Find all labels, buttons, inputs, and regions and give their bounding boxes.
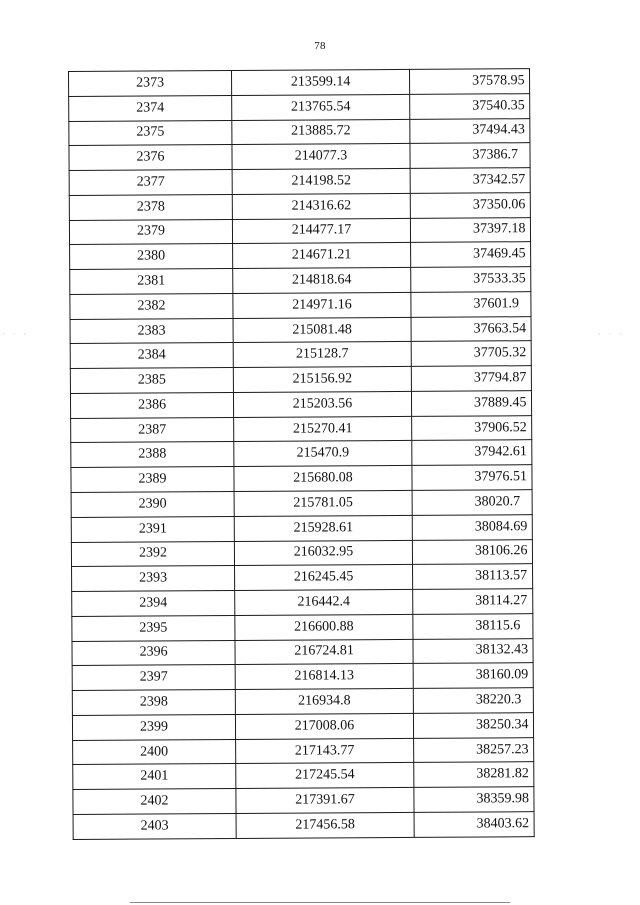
scan-artifact-dots-right: · · ·: [598, 330, 625, 339]
coordinate-table-body: [69, 69, 535, 840]
point-number-cell: 2382: [70, 293, 233, 319]
x-coordinate-cell: 214077.3: [232, 144, 410, 170]
y-coordinate-cell: 38115.6: [413, 614, 533, 639]
point-number-cell: 2398: [72, 690, 235, 716]
x-coordinate-cell: 217143.77: [236, 738, 414, 764]
y-coordinate-cell: 37663.54: [411, 316, 531, 341]
point-number-cell: 2390: [71, 492, 234, 518]
point-number-cell: 2381: [70, 269, 233, 295]
y-coordinate-cell: 37469.45: [411, 242, 531, 267]
x-coordinate-cell: 215081.48: [233, 317, 411, 343]
y-coordinate-cell: 38114.27: [413, 589, 533, 614]
point-number-cell: 2374: [69, 95, 232, 121]
table-row: [73, 762, 534, 790]
table-row: [72, 638, 533, 666]
bottom-scan-edge: [130, 902, 510, 903]
y-coordinate-cell: 37342.57: [410, 168, 530, 193]
x-coordinate-cell: 217008.06: [235, 713, 413, 739]
scan-artifact-dots-left: · · ·: [2, 330, 29, 339]
point-number-cell: 2403: [73, 813, 236, 839]
y-coordinate-cell: 37350.06: [410, 193, 530, 218]
y-coordinate-cell: 38106.26: [412, 539, 532, 564]
point-number-cell: 2388: [71, 442, 234, 468]
x-coordinate-cell: 217456.58: [236, 812, 414, 838]
point-number-cell: 2399: [72, 714, 235, 740]
table-row: [69, 69, 530, 97]
table-row: [70, 391, 531, 419]
x-coordinate-cell: 213765.54: [232, 94, 410, 120]
x-coordinate-cell: 216600.88: [235, 614, 413, 640]
point-number-cell: 2387: [71, 417, 234, 443]
y-coordinate-cell: 37889.45: [411, 391, 531, 416]
y-coordinate-cell: 38403.62: [414, 812, 534, 838]
y-coordinate-cell: 38020.7: [412, 490, 532, 515]
table-row: [71, 440, 532, 468]
table-row: [72, 713, 533, 741]
x-coordinate-cell: 213885.72: [232, 119, 410, 145]
x-coordinate-cell: 215270.41: [234, 416, 412, 442]
x-coordinate-cell: 215928.61: [234, 515, 412, 541]
point-number-cell: 2385: [70, 368, 233, 394]
point-number-cell: 2386: [70, 392, 233, 418]
point-number-cell: 2376: [69, 145, 232, 171]
y-coordinate-cell: 38160.09: [413, 663, 533, 688]
x-coordinate-cell: 216814.13: [235, 664, 413, 690]
y-coordinate-cell: 37976.51: [412, 465, 532, 490]
x-coordinate-cell: 215156.92: [233, 367, 411, 393]
point-number-cell: 2395: [72, 615, 235, 641]
table-row: [72, 564, 533, 592]
point-number-cell: 2393: [72, 566, 235, 592]
table-row: [73, 787, 534, 815]
point-number-cell: 2378: [69, 194, 232, 220]
y-coordinate-cell: 37906.52: [412, 415, 532, 440]
table-row: [70, 267, 531, 295]
point-number-cell: 2380: [70, 244, 233, 270]
table-row: [70, 366, 531, 394]
y-coordinate-cell: 37705.32: [411, 341, 531, 366]
table-row: [71, 490, 532, 518]
y-coordinate-cell: 38257.23: [414, 737, 534, 762]
y-coordinate-cell: 37397.18: [410, 217, 530, 242]
table-row: [71, 465, 532, 493]
x-coordinate-cell: 215203.56: [233, 391, 411, 417]
x-coordinate-cell: 216032.95: [234, 540, 412, 566]
point-number-cell: 2384: [70, 343, 233, 369]
y-coordinate-cell: 37386.7: [410, 143, 530, 168]
y-coordinate-cell: 37794.87: [411, 366, 531, 391]
y-coordinate-cell: 38220.3: [413, 688, 533, 713]
x-coordinate-cell: 214477.17: [232, 218, 410, 244]
point-number-cell: 2397: [72, 665, 235, 691]
x-coordinate-cell: 215680.08: [234, 466, 412, 492]
table-row: [71, 415, 532, 443]
x-coordinate-cell: 216442.4: [235, 589, 413, 615]
y-coordinate-cell: 38359.98: [414, 787, 534, 812]
x-coordinate-cell: 214671.21: [233, 243, 411, 269]
coordinate-table: [68, 68, 535, 840]
table-row: [70, 242, 531, 270]
point-number-cell: 2401: [73, 764, 236, 790]
x-coordinate-cell: 216934.8: [235, 689, 413, 715]
y-coordinate-cell: 38084.69: [412, 514, 532, 539]
point-number-cell: 2392: [71, 541, 234, 567]
y-coordinate-cell: 38281.82: [414, 762, 534, 787]
table-row: [73, 812, 534, 840]
page-number: 78: [314, 40, 326, 52]
x-coordinate-cell: 216245.45: [235, 565, 413, 591]
point-number-cell: 2402: [73, 789, 236, 815]
point-number-cell: 2377: [69, 170, 232, 196]
table-row: [72, 663, 533, 691]
y-coordinate-cell: 37494.43: [410, 118, 530, 143]
point-number-cell: 2375: [69, 120, 232, 146]
table-row: [69, 118, 530, 146]
table-row: [69, 93, 530, 121]
table-row: [70, 316, 531, 344]
x-coordinate-cell: 214818.64: [233, 268, 411, 294]
point-number-cell: 2394: [72, 591, 235, 617]
point-number-cell: 2391: [71, 516, 234, 542]
point-number-cell: 2373: [69, 71, 232, 97]
table-row: [70, 341, 531, 369]
table-row: [69, 143, 530, 171]
point-number-cell: 2400: [73, 739, 236, 765]
table-row: [72, 614, 533, 642]
y-coordinate-cell: 38250.34: [413, 713, 533, 738]
point-number-cell: 2396: [72, 640, 235, 666]
x-coordinate-cell: 214971.16: [233, 292, 411, 318]
y-coordinate-cell: 38113.57: [413, 564, 533, 589]
y-coordinate-cell: 37578.95: [409, 69, 529, 94]
table-row: [71, 514, 532, 542]
x-coordinate-cell: 214316.62: [232, 193, 410, 219]
table-row: [71, 539, 532, 567]
point-number-cell: 2383: [70, 318, 233, 344]
table-row: [73, 737, 534, 765]
x-coordinate-cell: 215781.05: [234, 490, 412, 516]
table-row: [72, 688, 533, 716]
table-row: [69, 217, 530, 245]
table-row: [70, 292, 531, 320]
table-row: [69, 168, 530, 196]
x-coordinate-cell: 217245.54: [236, 763, 414, 789]
point-number-cell: 2389: [71, 467, 234, 493]
y-coordinate-cell: 37942.61: [412, 440, 532, 465]
table-row: [69, 193, 530, 221]
table-row: [72, 589, 533, 617]
point-number-cell: 2379: [69, 219, 232, 245]
y-coordinate-cell: 37601.9: [411, 292, 531, 317]
x-coordinate-cell: 213599.14: [232, 69, 410, 95]
x-coordinate-cell: 217391.67: [236, 788, 414, 814]
x-coordinate-cell: 214198.52: [232, 168, 410, 194]
y-coordinate-cell: 37540.35: [410, 93, 530, 118]
y-coordinate-cell: 38132.43: [413, 638, 533, 663]
x-coordinate-cell: 215470.9: [234, 441, 412, 467]
x-coordinate-cell: 216724.81: [235, 639, 413, 665]
y-coordinate-cell: 37533.35: [411, 267, 531, 292]
x-coordinate-cell: 215128.7: [233, 342, 411, 368]
